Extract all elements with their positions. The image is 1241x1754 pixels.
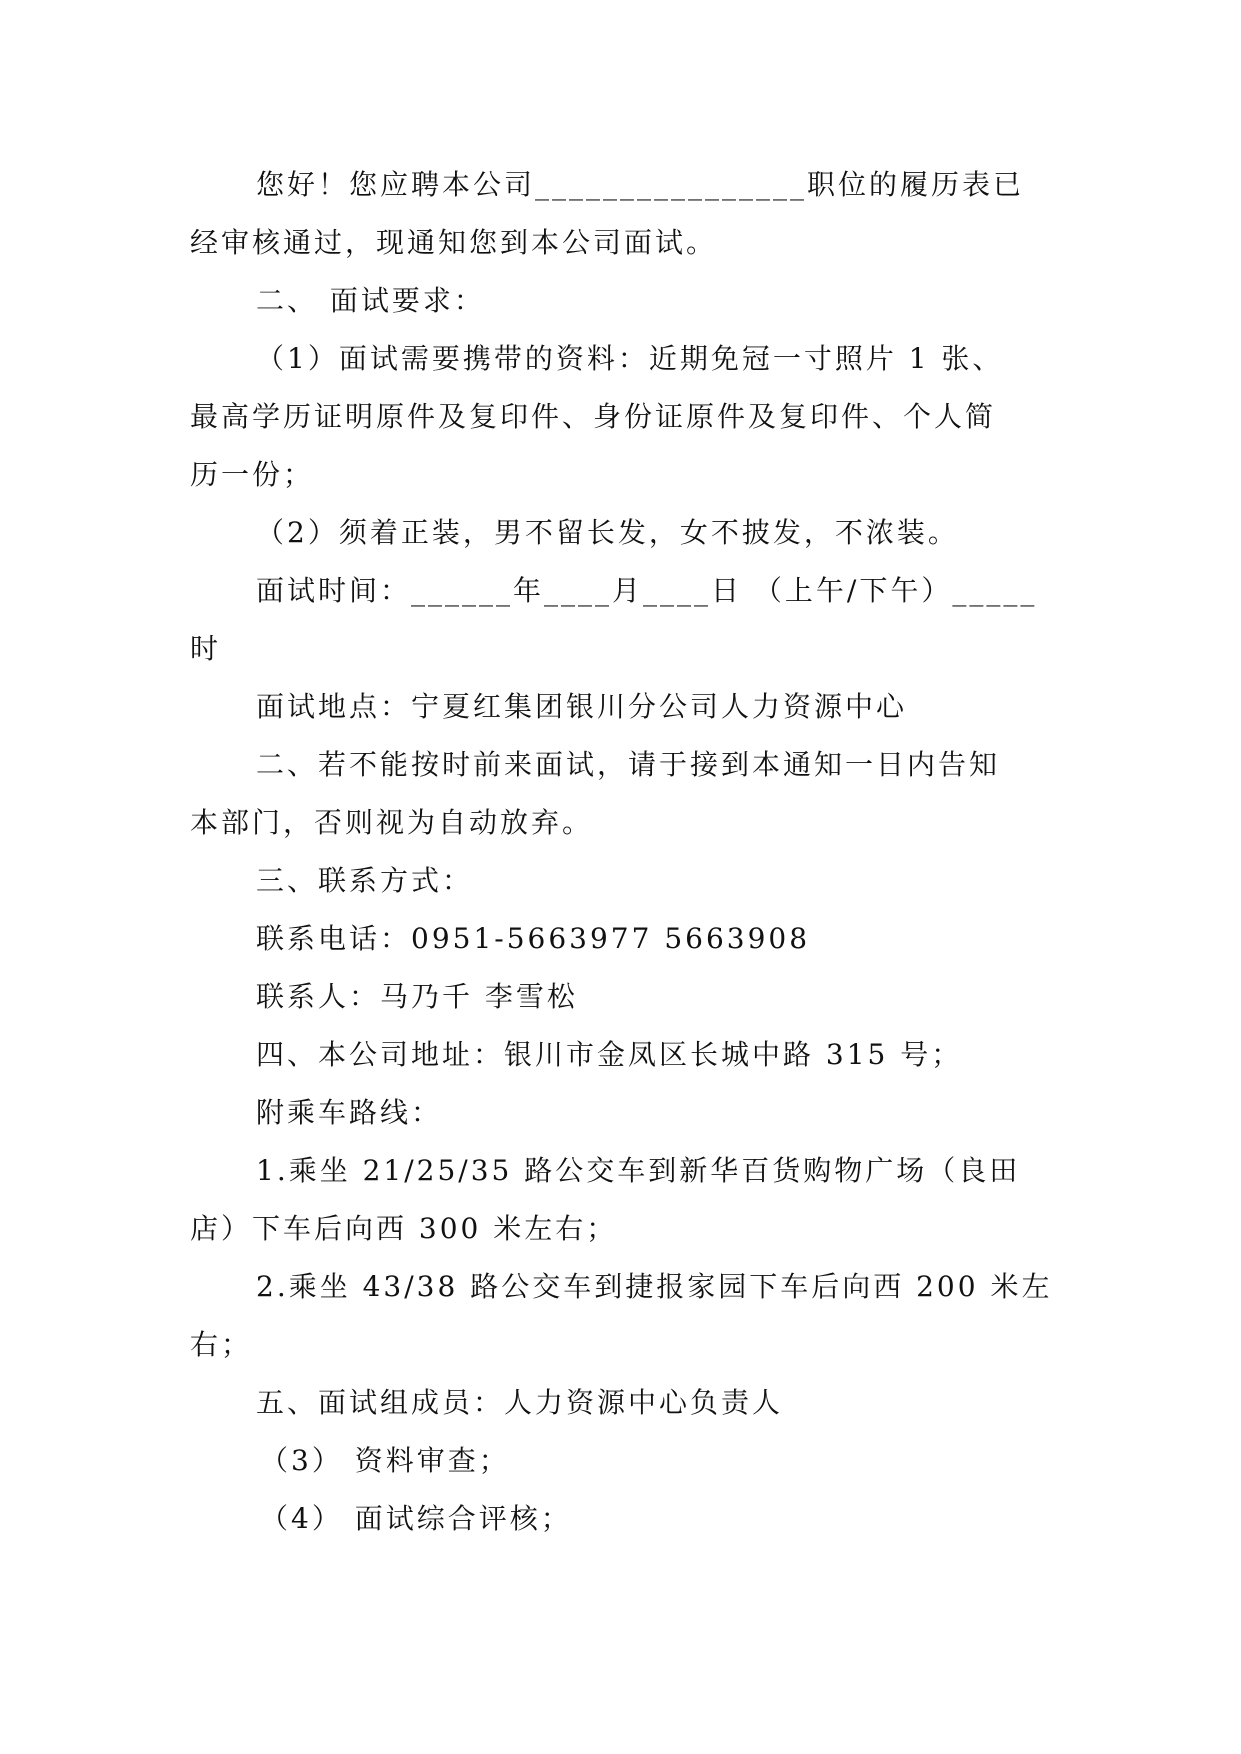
interview-time: 面试时间：______年____月____日 （上午/下午）_____ (256, 574, 1038, 607)
requirement-item-1: （1）面试需要携带的资料：近期免冠一寸照片 1 张、 (256, 342, 1004, 375)
interview-time-cont: 时 (190, 632, 222, 665)
interview-location: 面试地点：宁夏红集团银川分公司人力资源中心 (256, 690, 908, 723)
requirement-item-1-cont: 最高学历证明原件及复印件、身份证原件及复印件、个人简 (190, 400, 997, 433)
section-heading-requirements: 二、 面试要求： (256, 284, 485, 317)
requirement-item-2: （2）须着正装，男不留长发，女不披发，不浓装。 (256, 516, 959, 549)
company-address: 四、本公司地址：银川市金凤区长城中路 315 号； (256, 1038, 963, 1071)
panel-item-3: （3） 资料审查； (260, 1444, 510, 1477)
greeting-line: 您好！您应聘本公司________________职位的履历表已 (256, 168, 1025, 201)
section-heading-panel: 五、面试组成员：人力资源中心负责人 (256, 1386, 784, 1419)
contact-phone: 联系电话：0951-5663977 5663908 (256, 922, 811, 955)
absence-notice-cont: 本部门，否则视为自动放弃。 (190, 806, 594, 839)
bus-route-2: 2.乘坐 43/38 路公交车到捷报家园下车后向西 200 米左 (256, 1270, 1053, 1303)
section-heading-contact: 三、联系方式： (256, 864, 474, 897)
absence-notice: 二、若不能按时前来面试，请于接到本通知一日内告知 (256, 748, 1001, 781)
greeting-line-cont: 经审核通过，现通知您到本公司面试。 (190, 226, 718, 259)
document-page (190, 156, 1053, 1548)
bus-route-heading: 附乘车路线： (256, 1096, 443, 1129)
requirement-item-1-cont2: 历一份； (190, 458, 315, 491)
bus-route-1-cont: 店）下车后向西 300 米左右； (190, 1212, 618, 1245)
bus-route-2-cont: 右； (190, 1328, 253, 1361)
contact-person: 联系人：马乃千 李雪松 (256, 980, 578, 1013)
panel-item-4: （4） 面试综合评核； (260, 1502, 572, 1535)
bus-route-1: 1.乘坐 21/25/35 路公交车到新华百货购物广场（良田 (256, 1154, 1021, 1187)
